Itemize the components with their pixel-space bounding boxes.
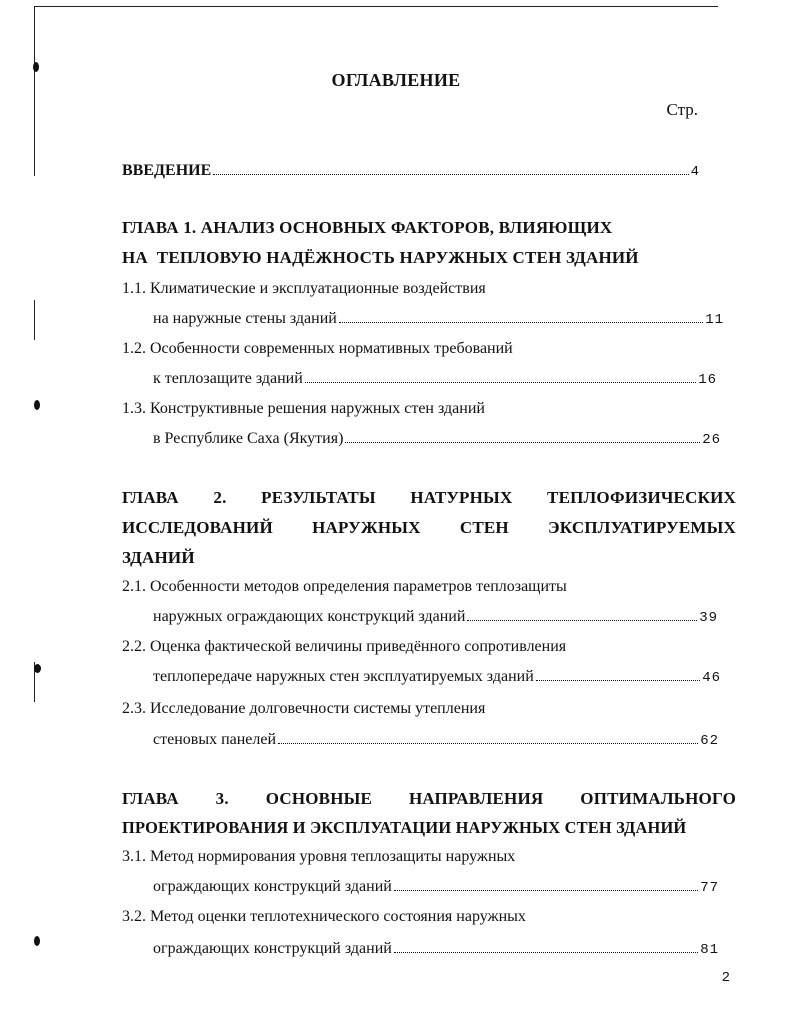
chapter-2-heading-line-2: ИССЛЕДОВАНИЙ НАРУЖНЫХ СТЕН ЭКСПЛУАТИРУЕМЫХ xyxy=(122,518,736,537)
toc-page-number: 26 xyxy=(702,432,721,448)
toc-page-number: 81 xyxy=(700,942,719,958)
section-2-2-title: 2.2. Оценка фактической величины приведённого сопротивления xyxy=(122,638,567,655)
dot-leader xyxy=(213,173,688,175)
toc-entry-label: стеновых панелей xyxy=(153,731,277,748)
section-1-3-title: 1.3. Конструктивные решения наружных стен зданий xyxy=(122,400,485,417)
hole-punch-mark xyxy=(34,400,40,410)
toc-entry-label: ограждающих конструкций зданий xyxy=(153,940,392,957)
toc-entry-label: ограждающих конструкций зданий xyxy=(153,878,392,895)
toc-page-number: 62 xyxy=(700,733,719,749)
toc-page-number: 16 xyxy=(698,372,717,388)
toc-entry-label: в Республике Саха (Якутия) xyxy=(153,430,344,447)
dot-leader xyxy=(467,619,697,621)
section-3-1-title: 3.1. Метод нормирования уровня теплозащиты наружных xyxy=(122,848,516,865)
toc-entry-1-3[interactable] xyxy=(153,430,721,448)
hole-punch-mark xyxy=(34,936,40,946)
toc-entry-introduction[interactable] xyxy=(122,162,700,180)
toc-entry-label: ВВЕДЕНИЕ xyxy=(122,162,212,179)
hole-punch-mark xyxy=(34,664,41,673)
dot-leader xyxy=(305,381,696,383)
toc-entry-label: теплопередаче наружных стен эксплуатируемых зданий xyxy=(153,668,534,685)
section-1-1-title: 1.1. Климатические и эксплуатационные воздействия xyxy=(122,280,486,297)
dot-leader xyxy=(345,441,700,443)
dot-leader xyxy=(278,742,698,744)
toc-entry-2-1[interactable] xyxy=(153,608,718,626)
dot-leader xyxy=(339,321,703,323)
toc-entry-2-2[interactable] xyxy=(153,668,721,686)
dot-leader xyxy=(394,889,698,891)
page-title: ОГЛАВЛЕНИЕ xyxy=(331,70,461,90)
scan-border-top xyxy=(34,6,718,7)
toc-page-number: 4 xyxy=(690,164,700,180)
toc-page-number: 77 xyxy=(700,880,719,896)
section-2-1-title: 2.1. Особенности методов определения параметров теплозащиты xyxy=(122,578,567,595)
scan-border-left xyxy=(34,6,35,176)
page-column-label: Стр. xyxy=(666,100,698,119)
section-3-2-title: 3.2. Метод оценки теплотехнического состояния наружных xyxy=(122,908,526,925)
toc-entry-label: к теплозащите зданий xyxy=(153,370,303,387)
toc-entry-1-1[interactable] xyxy=(153,310,724,328)
scan-mark-left xyxy=(34,300,35,340)
chapter-1-heading-line-2: НА ТЕПЛОВУЮ НАДЁЖНОСТЬ НАРУЖНЫХ СТЕН ЗДАНИЙ xyxy=(122,248,639,267)
toc-entry-2-3[interactable] xyxy=(153,731,719,749)
toc-entry-label: наружных ограждающих конструкций зданий xyxy=(153,608,466,625)
section-1-2-title: 1.2. Особенности современных нормативных требований xyxy=(122,340,513,357)
toc-entry-3-2[interactable] xyxy=(153,940,719,958)
chapter-1-heading-line-1: ГЛАВА 1. АНАЛИЗ ОСНОВНЫХ ФАКТОРОВ, ВЛИЯЮЩИХ xyxy=(122,218,613,237)
chapter-2-heading-line-3: ЗДАНИЙ xyxy=(122,548,195,567)
page-number: 2 xyxy=(721,970,730,986)
toc-entry-label: на наружные стены зданий xyxy=(153,310,337,327)
dot-leader xyxy=(394,951,698,953)
chapter-3-heading-line-2: ПРОЕКТИРОВАНИЯ И ЭКСПЛУАТАЦИИ НАРУЖНЫХ СТЕН ЗДАНИЙ xyxy=(122,818,687,837)
section-2-3-title: 2.3. Исследование долговечности системы утепления xyxy=(122,700,486,717)
chapter-3-heading-line-1: ГЛАВА 3. ОСНОВНЫЕ НАПРАВЛЕНИЯ ОПТИМАЛЬНОГО xyxy=(122,789,736,808)
toc-entry-1-2[interactable] xyxy=(153,370,717,388)
toc-page-number: 39 xyxy=(699,610,718,626)
toc-page-number: 11 xyxy=(705,312,724,328)
toc-page-number: 46 xyxy=(702,670,721,686)
toc-entry-3-1[interactable] xyxy=(153,878,719,896)
dot-leader xyxy=(536,679,700,681)
chapter-2-heading-line-1: ГЛАВА 2. РЕЗУЛЬТАТЫ НАТУРНЫХ ТЕПЛОФИЗИЧЕСКИХ xyxy=(122,488,736,507)
